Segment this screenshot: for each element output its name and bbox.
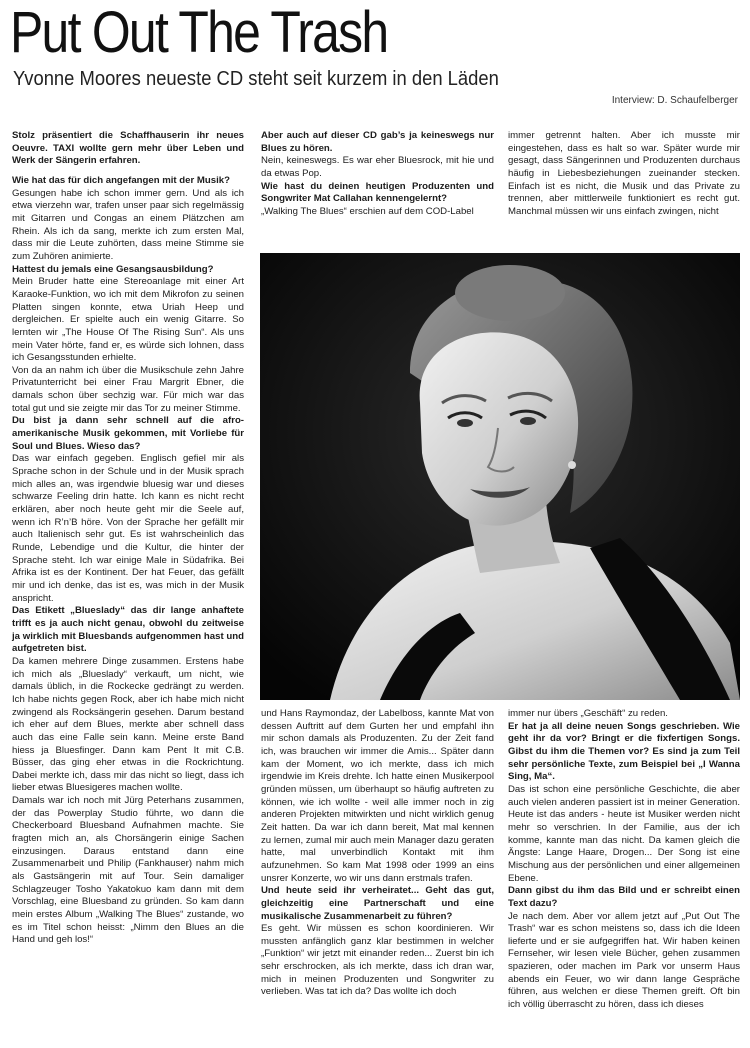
interview-question: Er hat ja all deine neuen Songs geschrieben. Wie geht ihr da vor? Bringt er die fixfertigen Songs. Gibst du ihm die Themen vor? Es sind ja zum Teil sehr persönliche Texte, zum Beispiel bei „I Wanna Sing, Ma“. [508, 720, 740, 783]
article-headline: Put Out The Trash [10, 0, 388, 65]
interview-answer: Es geht. Wir müssen es schon koordinieren. Wir mussten anfänglich ganz klar bestimmen in welcher „Funktion“ wir jetzt mit einander reden... Zuerst bin ich sehr erschrocken, als ich merkte, dass ich dran war, mich in meinen Produzenten und Songwriter zu verlieben. Was tat ich da? Das wollte ich doch [261, 923, 494, 998]
interview-answer: „Walking The Blues“ erschien auf dem COD-Label [261, 205, 474, 217]
interview-question: Du bist ja dann sehr schnell auf die afro-amerikanische Musik gekommen, mit Vorliebe für Soul und Blues. Wieso das? [12, 415, 244, 452]
interview-answer: Mein Bruder hatte eine Stereoanlage mit einer Art Karaoke-Funktion, wo ich mit dem Mikrofon zu seinen Platten singen konnte, etwa Uriah Heep und dergleichen. Er spielte auch ein wenig Gitarre. So lernten wir „The House Of The Rising Sun“. Als uns mein Vater hörte, fand er, es würde sich lohnen, dass ich Gesangsstunden erhielte. [12, 276, 244, 364]
portrait-photo [260, 253, 740, 700]
interview-answer: Das war einfach gegeben. Englisch gefiel mir als Sprache schon in der Schule und in der Musik sprach mich alles an, was irgendwie bluesig war und dieses schwarze Feeling drin hatte. Ich kann es nicht recht erklären, aber noch heute geht mir die Seele auf, wenn ich R’n’B höre. Von der Sprache her gefällt mir auch Italienisch sehr gut. Es ist wahrscheinlich das Runde, Lebendige und die Kultur, die hinter der Sprache steht. Ich war einige Male in Südafrika. Bei Afrika ist es der Kontinent. Der hat Feuer, das gefällt mir und ich denke, das ist es, was mich in der Musik anspricht. [12, 453, 244, 604]
interview-answer: Von da an nahm ich über die Musikschule zehn Jahre Privatunterricht bei einer Frau Margrit Ebner, die damals schon über sechzig war. Für mich war das total gut und sie zeigte mir das Tor zu meiner Stimme. [12, 364, 244, 414]
interview-answer: Je nach dem. Aber vor allem jetzt auf „Put Out The Trash“ war es schon meistens so, dass ich die Ideen lieferte und er sie aufgegriffen hat. Wir haben keinen Fernseher, wir lesen viele Bücher, gehen zusammen spazieren, oder machen im Park vor unserm Haus abends ein Feuer, wo wir dann lange Gespräche führen, aus welchen er diese Themen greift. Oft bin ich völlig überrascht zu hören, dass ich dieses [508, 910, 740, 1011]
interview-question: Aber auch auf dieser CD gab’s ja keineswegs nur Blues zu hören. [261, 130, 494, 154]
lead-paragraph: Stolz präsentiert die Schaffhauserin ihr neues Oeuvre. TAXI wollte gern mehr über Leben und Werk der Sängerin erfahren. [12, 130, 244, 167]
interview-answer: Nein, keineswegs. Es war eher Bluesrock, mit hie und da etwas Pop. [261, 155, 494, 179]
interview-answer: Das ist schon eine persönliche Geschichte, die aber auch vielen anderen passiert ist in meiner Generation. Heute ist das anders - heute ist Musiker werden nicht mehr so verschrien. In der Familie, aus der ich komme, kannte man das nicht. Da kamen gleich die Ängste: Lange Haare, Drogen... Der Song ist eine Mischung aus der persönlichen und einer allgemeinen Ebene. [508, 783, 740, 884]
interview-question: Dann gibst du ihm das Bild und er schreibt einen Text dazu? [508, 885, 740, 909]
interview-question: Wie hat das für dich angefangen mit der Musik? [12, 174, 230, 186]
interview-question: Wie hast du deinen heutigen Produzenten und Songwriter Mat Callahan kennengelernt? [261, 180, 494, 205]
article-column-3-top [508, 130, 740, 219]
interview-answer: immer nur übers „Geschäft“ zu reden. [508, 708, 668, 719]
interview-question: Das Etikett „Blueslady“ das dir lange anhaftete trifft es ja auch nicht genau, obwohl du zeitweise ja wirklich mit Bluesbands aufgenommen hast und aufgetreten bist. [12, 605, 244, 655]
interview-answer: Gesungen habe ich schon immer gern. Und als ich etwa vierzehn war, trafen unser paar sich regelmässig mit Gitarren und Congas an einem Plätzchen am Rhein. Als ich da sang, merkte ich zum ersten Mal, dass mir die Leute zuhörten, dass meine Stimme sie zum Zuhören animierte. [12, 187, 244, 262]
interview-credit: Interview: D. Schaufelberger [611, 95, 738, 106]
article-column-1 [12, 130, 244, 947]
interview-answer: Damals war ich noch mit Jürg Peterhans zusammen, der das Powerplay Studio führte, wo dann die Checkerboard Bluesband Aufnahmen machte. Sie fragten mich an, als Chorsängerin einige Sachen einzusingen. Daraus entstand dann eine Zusammenarbeit und Philip (Fankhauser) nahm mich als Gastsängerin mit auf Tour. Sein damaliger Schlagzeuger Tosho Yakatokuo kam dann mit dem Vorschlag, eine Bluesband zu gründen. So kam dann mein erstes Album „Walking The Blues“ zustande, wo es im Titel schon heisst: „Nimm den Blues an die Hand und geh los!“ [12, 795, 244, 946]
portrait-photo-graphic [260, 253, 740, 700]
interview-question: Und heute seid ihr verheiratet... Geht das gut, gleichzeitig eine Partnerschaft und eine musikalische Zusammenarbeit zu führen? [261, 885, 494, 922]
article-subheadline: Yvonne Moores neueste CD steht seit kurzem in den Läden [13, 68, 499, 90]
article-column-3-bottom [508, 708, 740, 1012]
interview-question: Hattest du jemals eine Gesangsausbildung? [12, 263, 214, 275]
article-column-2-top [261, 130, 494, 219]
interview-answer: und Hans Raymondaz, der Labelboss, kannte Mat von dessen Auftritt auf dem Gurten her und empfahl ihn mir schon damals als Produzenten. Zu der Zeit fand ich, was brauchen wir immer die Amis... Später dann kam der Moment, wo ich merkte, dass ich mich irgendwie im Kreis drehte. Ich hatte einen Musikerpool gründen müssen, um überhaupt so häufig auftreten zu können, wie ich wollte - weil alle immer noch in zig anderen Projekten mitwirkten und nicht wirklich genug Zeit hatten. Da war ich dann bereit, Mat mal kennen zu lernen, zumal mir auch mein Manager dazu geraten hatte, mal unverbindlich Kontakt mit ihm aufzunehmen. So kam Mat 1998 oder 1999 an eins unsrer Konzerte, wo wir uns dann erstmals trafen. [261, 708, 494, 884]
interview-answer: immer getrennt halten. Aber ich musste mir eingestehen, dass es halt so war. Später wurde mir gesagt, dass Sängerinnen und Produzenten durchaus häufig in Liebesbeziehungen zueinander stecken. Einfach ist es nicht, die Musik und das Private zu trennen, aber mittlerweile funktioniert es recht gut. Manchmal müssen wir uns einfach zwingen, nicht [508, 130, 740, 217]
interview-answer: Da kamen mehrere Dinge zusammen. Erstens habe ich mich als „Blueslady“ verkauft, um nicht, wie damals üblich, in die Rockecke gedrängt zu werden. Ich habe nichts gegen Rock, aber ich habe mich nicht zwingend als Rocksängerin gesehen. Darum bestand ich eher auf dem Blues, merkte aber schnell dass auch das eine Falle sein kann. Meine erste Band hiess ja Bluesfinger. Dann kam Pent It mit C.B. Büsser, das ging eher etwas in die Rockrichtung. Dabei merkte ich, dass mir das nicht so liegt, dass ich lieber etwas Bluesigeres machen wollte. [12, 655, 244, 794]
article-column-2-bottom [261, 708, 494, 999]
